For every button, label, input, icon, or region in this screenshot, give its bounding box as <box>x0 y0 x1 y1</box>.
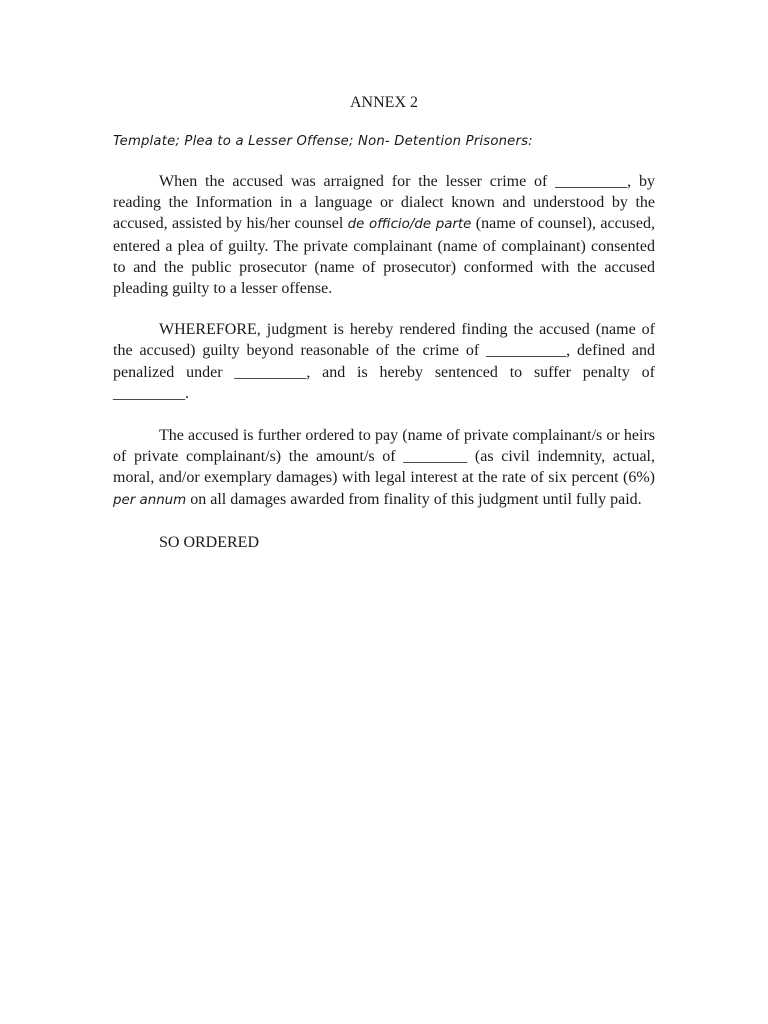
paragraph-arraignment-text-2: (name of counsel), accused, entered a plea of guilty. The private complainant (name of complainant) consented to and the public prosecutor (name of prosecutor) conformed with the accused pleading guilty to a lesser offense. <box>113 215 656 298</box>
template-subtitle: Template; Plea to a Lesser Offense; Non- Detention Prisoners: <box>113 134 533 149</box>
paragraph-arraignment-text-1: When the accused was arraigned for the lesser crime of _________, by reading the Information in a language or dialect known and understood by the accused, assisted by his/her counsel <box>113 173 655 233</box>
paragraph-damages <box>113 425 655 511</box>
per-annum-italic: per annum <box>113 492 187 508</box>
so-ordered-closing: SO ORDERED <box>159 533 260 551</box>
paragraph-damages-text-2: on all damages awarded from finality of this judgment until fully paid. <box>186 490 642 508</box>
counsel-type-italic: de officio/de parte <box>347 217 472 233</box>
document-page <box>113 93 655 553</box>
paragraph-arraignment <box>113 171 655 299</box>
paragraph-wherefore: WHEREFORE, judgment is hereby rendered finding the accused (name of the accused) guilty beyond reasonable of the crime of __________, defined and penalized under _________, and is hereby sentenced to suffer penalty of _________. <box>113 321 655 402</box>
annex-heading: ANNEX 2 <box>350 94 418 111</box>
paragraph-damages-text-1: The accused is further ordered to pay (name of private complainant/s or heirs of private complainant/s) the amount/s of ________ (as civil indemnity, actual, moral, and/or exemplary damages) with legal interest at the rate of six percent (6%) <box>113 427 655 487</box>
